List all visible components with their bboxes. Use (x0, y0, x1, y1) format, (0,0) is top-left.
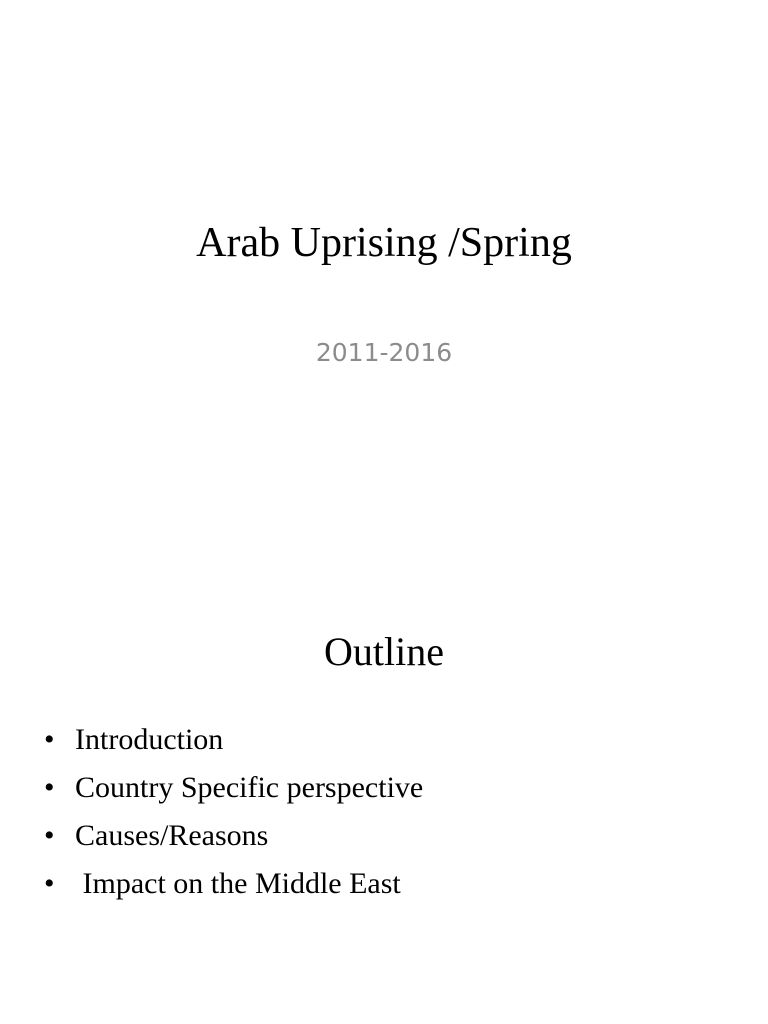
bullet-text: Impact on the Middle East (75, 867, 401, 900)
bullet-icon: • (44, 723, 55, 756)
outline-title: Outline (324, 629, 444, 674)
slide-subtitle: 2011-2016 (315, 338, 453, 367)
bullet-icon: • (44, 819, 55, 852)
bullet-item (44, 812, 423, 860)
bullet-item (44, 716, 423, 764)
outline-bullet-list (44, 716, 423, 908)
outline-slide (0, 512, 768, 1024)
bullet-text: Causes/Reasons (75, 819, 269, 852)
bullet-item (44, 860, 423, 908)
bullet-text: Introduction (75, 723, 224, 756)
bullet-icon: • (44, 771, 55, 804)
slide-title: Arab Uprising /Spring (196, 220, 572, 266)
bullet-text: Country Specific perspective (75, 771, 424, 804)
bullet-icon: • (44, 867, 55, 900)
bullet-item (44, 764, 423, 812)
